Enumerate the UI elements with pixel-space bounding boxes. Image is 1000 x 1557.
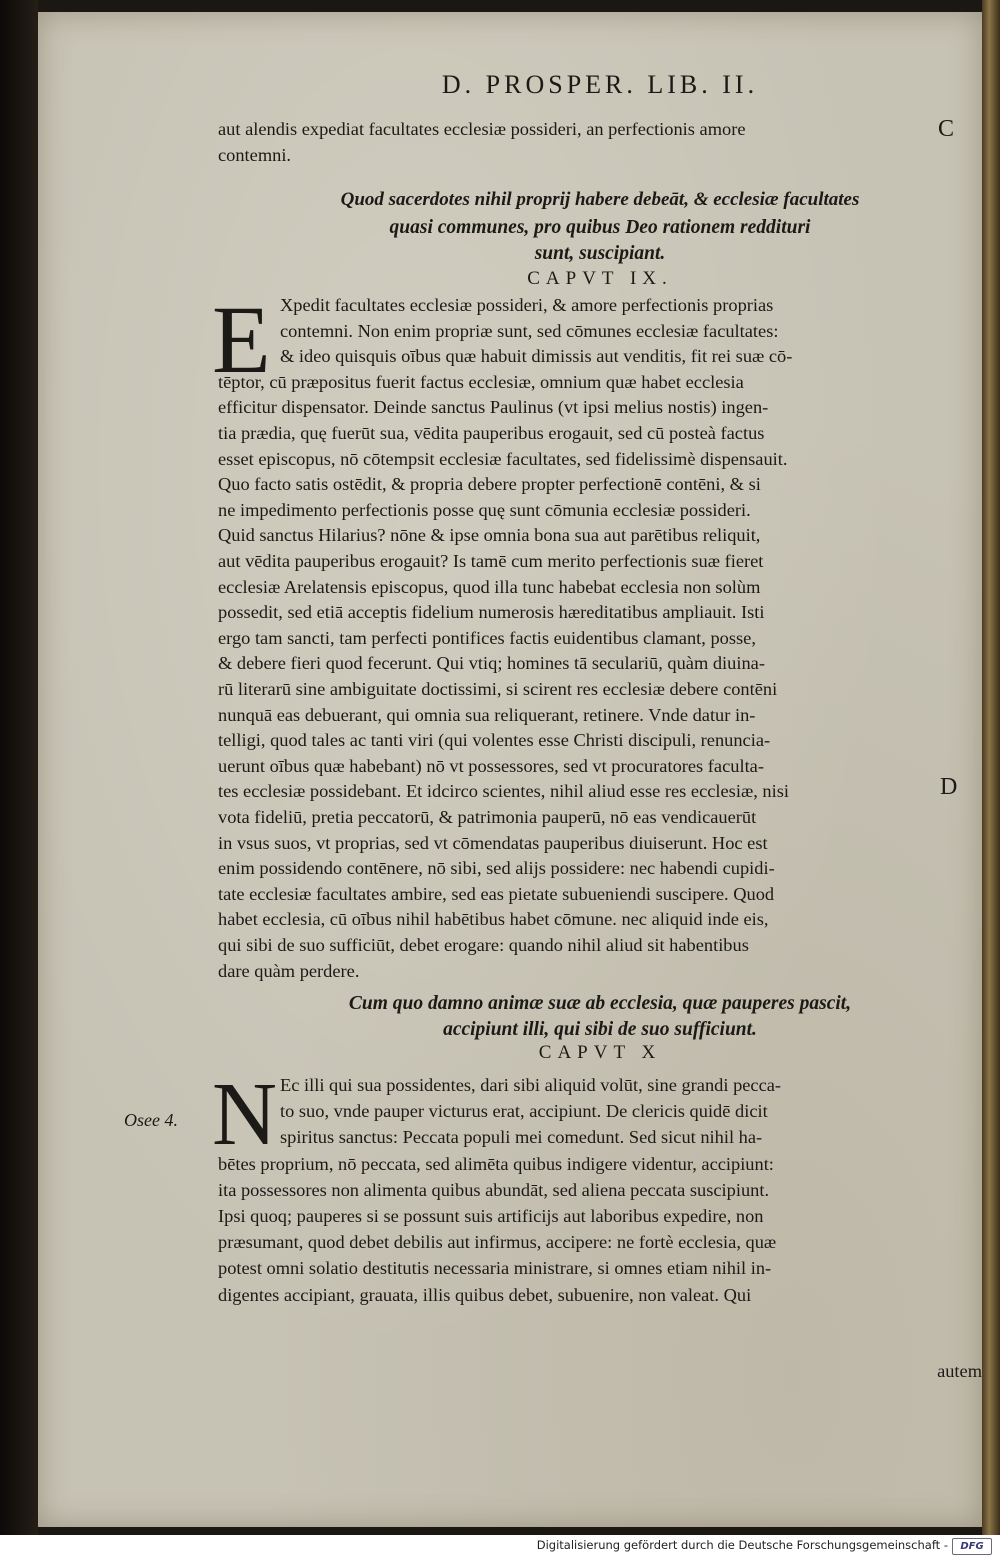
ch9-line: rū literarū sine ambiguitate doctissimi, si scirent res ecclesiæ debere contēni [218, 679, 778, 699]
ch9-line: & ideo quisquis oībus quæ habuit dimissis aut venditis, fit rei suæ cō- [280, 346, 793, 367]
running-head: D. PROSPER. LIB. II. [441, 70, 759, 99]
ch9-line: ne impedimento perfectionis posse quę sunt cōmunia ecclesiæ possideri. [218, 499, 751, 520]
ch9-line: tate ecclesiæ facultates ambire, sed eas pietate subueniendi suscipere. Quod [218, 883, 775, 904]
ch10-line: to suo, vnde pauper victurus erat, accipiunt. De clericis quidē dicit [280, 1101, 768, 1122]
ch10-line: digentes accipiant, grauata, illis quibus debet, subuenire, non valeat. Qui [218, 1284, 752, 1305]
ch9-line: tes ecclesiæ possidebant. Et idcirco scientes, nihil aliud esse res ecclesiæ, nisi [218, 781, 789, 802]
book-binding-left [0, 0, 38, 1535]
ch9-line: nunquā eas debuerant, qui omnia sua reliquerant, retinere. Vnde datur in- [218, 704, 756, 725]
ch9-line: contemni. Non enim propriæ sunt, sed cōmunes ecclesiæ facultates: [280, 320, 779, 341]
ch10-line: spiritus sanctus: Peccata populi mei comedunt. Sed sicut nihil ha- [280, 1127, 763, 1148]
ch9-line: qui sibi de suo sufficiūt, debet erogare: quando nihil aliud sit habentibus [218, 935, 749, 955]
chapter9-dropcap: E [212, 286, 271, 393]
ch9-line: tia prædia, quę fuerūt sua, vēdita pauperibus erogauit, sed cū posteà factus [218, 423, 765, 443]
ch9-line: Xpedit facultates ecclesiæ possideri, & amore perfectionis proprias [280, 295, 774, 315]
book-edge-right [982, 0, 1000, 1535]
dfg-logo-icon: DFG [952, 1538, 992, 1555]
chapter10-dropcap: N [212, 1065, 277, 1164]
chapter9-rubric-2: quasi communes, pro quibus Deo rationem reddituri [389, 217, 811, 238]
ch9-line: ergo tam sancti, tam perfecti pontifices factis euidentibus clamant, posse, [218, 627, 756, 648]
ch10-line: Ipsi quoq; pauperes si se possunt suis artificijs aut laboribus expedire, non [218, 1206, 764, 1226]
margin-note-osee: Osee 4. [124, 1110, 178, 1130]
ch9-line: possedit, sed etiā acceptis fidelium numerosis hæreditatibus ampliauit. Isti [218, 602, 765, 623]
ch10-line: potest omni solatio destitutis necessaria ministrare, si omnes etiam nihil in- [218, 1258, 772, 1279]
chapter10-rubric-1: Cum quo damno animæ suæ ab ecclesia, quæ pauperes pascit, [348, 993, 852, 1014]
intro-line-2: contemni. [218, 145, 292, 165]
ch9-line: uerunt oībus quæ habebant) nō vt possessores, sed vt procuratores faculta- [218, 755, 764, 776]
chapter9-rubric-1: Quod sacerdotes nihil proprij habere debeāt, & ecclesiæ facultates [340, 189, 860, 210]
ch10-line: præsumant, quod debet debilis aut infirmus, accipere: ne fortè ecclesia, quæ [218, 1232, 777, 1253]
ch10-line: bētes proprium, nō peccata, sed alimēta quibus indigere videntur, accipiunt: [218, 1153, 774, 1174]
catchword: autem [937, 1361, 982, 1381]
margin-letter-d: D [940, 774, 958, 800]
ch9-line: dare quàm perdere. [218, 960, 360, 981]
ch9-line: aut vēdita pauperibus erogauit? Is tamē cum merito perfectionis suæ fieret [218, 551, 764, 571]
intro-line-1: aut alendis expediat facultates ecclesiæ possideri, an perfectionis amore [218, 119, 746, 139]
ch10-line: Ec illi qui sua possidentes, dari sibi aliquid volūt, sine grandi pecca- [280, 1075, 782, 1095]
chapter10-rubric-2: accipiunt illi, qui sibi de suo sufficiunt. [443, 1019, 757, 1040]
ch9-line: in vsus suos, vt proprias, sed vt cōmendatas pauperibus diuiserunt. Hoc est [218, 832, 768, 853]
ch9-line: ecclesiæ Arelatensis episcopus, quod illa tunc habebat ecclesia non solùm [218, 576, 761, 597]
chapter10-heading: CAPVT X [538, 1042, 662, 1063]
chapter9-rubric-3: sunt, suscipiant. [534, 243, 666, 264]
ch9-line: esset episcopus, nō cōtempsit ecclesiæ facultates, sed fidelissimè dispensauit. [218, 448, 788, 469]
ch9-line: vota fideliū, pretia peccatorū, & patrimonia pauperū, nō eas vendicauerūt [218, 807, 757, 827]
ch9-line: enim possidendo contēnere, nō sibi, sed alijs possidere: nec habendi cupidi- [218, 858, 775, 879]
margin-letter-c: C [938, 116, 955, 142]
ch9-line: Quo facto satis ostēdit, & propria debere propter perfectionē contēni, & si [218, 474, 761, 495]
digitization-footer [0, 1535, 1000, 1557]
footer-credit: Digitalisierung gefördert durch die Deutsche Forschungsgemeinschaft - [536, 1538, 948, 1552]
ch9-line: telligi, quod tales ac tanti viri (qui volentes esse Christi discipuli, renuncia- [218, 730, 771, 751]
book-page [38, 12, 982, 1527]
ch9-line: efficitur dispensator. Deinde sanctus Paulinus (vt ipsi melius nostis) ingen- [218, 397, 769, 418]
ch10-line: ita possessores non alimenta quibus abundāt, sed aliena peccata suscipiunt. [218, 1179, 770, 1200]
ch9-line: habet ecclesia, cū oībus nihil habētibus habet cōmune. nec aliquid inde eis, [218, 909, 769, 930]
chapter9-heading: CAPVT IX. [527, 268, 673, 289]
ch9-line: Quid sanctus Hilarius? nōne & ipse omnia bona sua aut parētibus reliquit, [218, 525, 761, 546]
ch9-line: tēptor, cū præpositus fuerit factus ecclesiæ, omnium quæ habet ecclesia [218, 371, 744, 392]
ch9-line: & debere fieri quod fecerunt. Qui vtiq; homines tā seculariū, quàm diuina- [218, 653, 765, 674]
